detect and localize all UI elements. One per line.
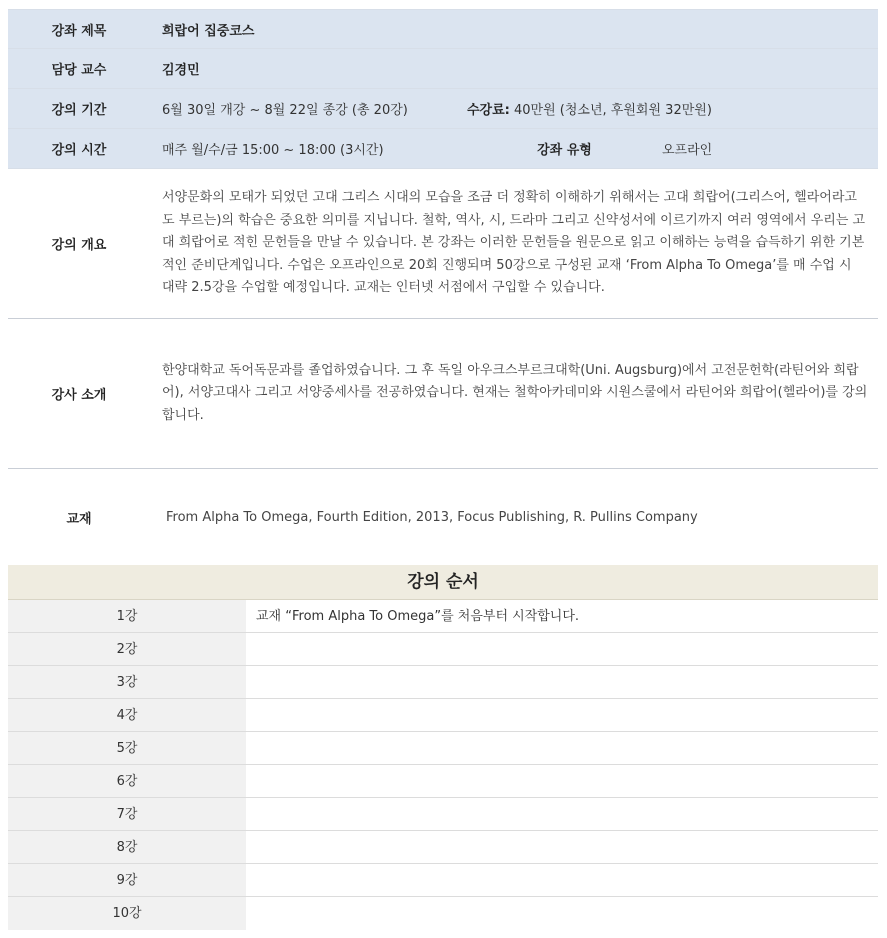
professor-value: 김경민 [162, 63, 200, 78]
lecture-order-row [8, 864, 878, 897]
professor-label: 담당 교수 [51, 63, 107, 78]
textbook-value: From Alpha To Omega, Fourth Edition, 2013, Focus Publishing, R. Pullins Company [166, 510, 698, 525]
lecture-description [246, 765, 878, 797]
course-type-label: 강좌 유형 [537, 143, 592, 158]
row-overview [8, 169, 878, 319]
fee-value: 40만원 (청소년, 후원회원 32만원) [509, 103, 712, 118]
time-value: 매주 월/수/금 15:00 ~ 18:00 (3시간) [162, 143, 384, 158]
lecture-number: 7강 [8, 798, 246, 830]
lecture-number: 9강 [8, 864, 246, 896]
lecture-order-row [8, 699, 878, 732]
row-course-title [8, 9, 878, 49]
textbook-label: 교재 [66, 512, 92, 527]
lecture-order-row [8, 831, 878, 864]
course-title-label: 강좌 제목 [51, 23, 107, 39]
row-period [8, 89, 878, 129]
period-label: 강의 기간 [51, 103, 107, 118]
lecture-number: 2강 [8, 633, 246, 665]
row-time [8, 129, 878, 169]
instructor-value: 한양대학교 독어독문과를 졸업하였습니다. 그 후 독일 아우크스부르크대학(Uni. Augsburg)에서 고전문헌학(라틴어와 희랍어), 서양고대사 그리고 서양중세사를 전공하였습니다. 현재는 철학아카데미와 시원스쿨에서 라틴어와 희랍어(헬라어)를 강의합니다. [162, 362, 868, 423]
row-professor [8, 49, 878, 89]
lecture-description [246, 897, 878, 930]
lecture-order-row [8, 633, 878, 666]
lecture-number: 8강 [8, 831, 246, 863]
course-info-table [8, 9, 878, 469]
lecture-number: 6강 [8, 765, 246, 797]
course-title-value: 희랍어 집중코스 [162, 23, 255, 39]
overview-value: 서양문화의 모태가 되었던 고대 그리스 시대의 모습을 조금 더 정확히 이해하기 위해서는 고대 희랍어(그리스어, 헬라어라고도 부르는)의 학습은 중요한 의미를 지닙니다. 철학, 역사, 시, 드라마 그리고 신약성서에 이르기까지 여러 영역에서 우리는 고대 희랍어로 적힌 문헌들을 만날 수 있습니다. 본 강좌는 이러한 문헌들을 원문으로 읽고 이해하는 능력을 습득하기 위한 기본적인 준비단계입니다. 수업은 오프라인으로 20회 진행되며 50강으로 구성된 교재 ‘From Alpha To Omega’를 매 수업 시 대략 2.5강을 수업할 예정입니다. 교재는 인터넷 서점에서 구입할 수 있습니다. [162, 190, 866, 296]
lecture-number: 1강 [8, 600, 246, 632]
instructor-label: 강사 소개 [51, 388, 107, 403]
lecture-order-row [8, 666, 878, 699]
lecture-number: 10강 [8, 897, 246, 930]
lecture-description [246, 699, 878, 731]
lecture-order-row [8, 765, 878, 798]
fee-text [467, 99, 712, 118]
lecture-order-table [8, 565, 878, 930]
row-instructor [8, 319, 878, 469]
lecture-description [246, 666, 878, 698]
lecture-number: 3강 [8, 666, 246, 698]
lecture-description [246, 633, 878, 665]
lecture-order-row [8, 600, 878, 633]
period-value: 6월 30일 개강 ~ 8월 22일 종강 (총 20강) [162, 103, 408, 118]
lecture-number: 5강 [8, 732, 246, 764]
lecture-number: 4강 [8, 699, 246, 731]
lecture-description [246, 732, 878, 764]
row-textbook [8, 470, 878, 565]
lecture-description [246, 864, 878, 896]
time-label: 강의 시간 [51, 143, 107, 158]
course-type-value: 오프라인 [662, 143, 713, 158]
fee-label: 수강료: [467, 103, 510, 118]
lecture-description [246, 831, 878, 863]
lecture-order-rows [8, 600, 878, 930]
time-cell [150, 139, 878, 158]
lecture-description: 교재 “From Alpha To Omega”를 처음부터 시작합니다. [246, 600, 878, 632]
period-cell [150, 99, 878, 118]
lecture-order-row [8, 798, 878, 831]
lecture-description [246, 798, 878, 830]
lecture-order-row [8, 897, 878, 930]
lecture-order-row [8, 732, 878, 765]
lecture-order-title: 강의 순서 [8, 565, 878, 600]
overview-label: 강의 개요 [51, 238, 107, 253]
